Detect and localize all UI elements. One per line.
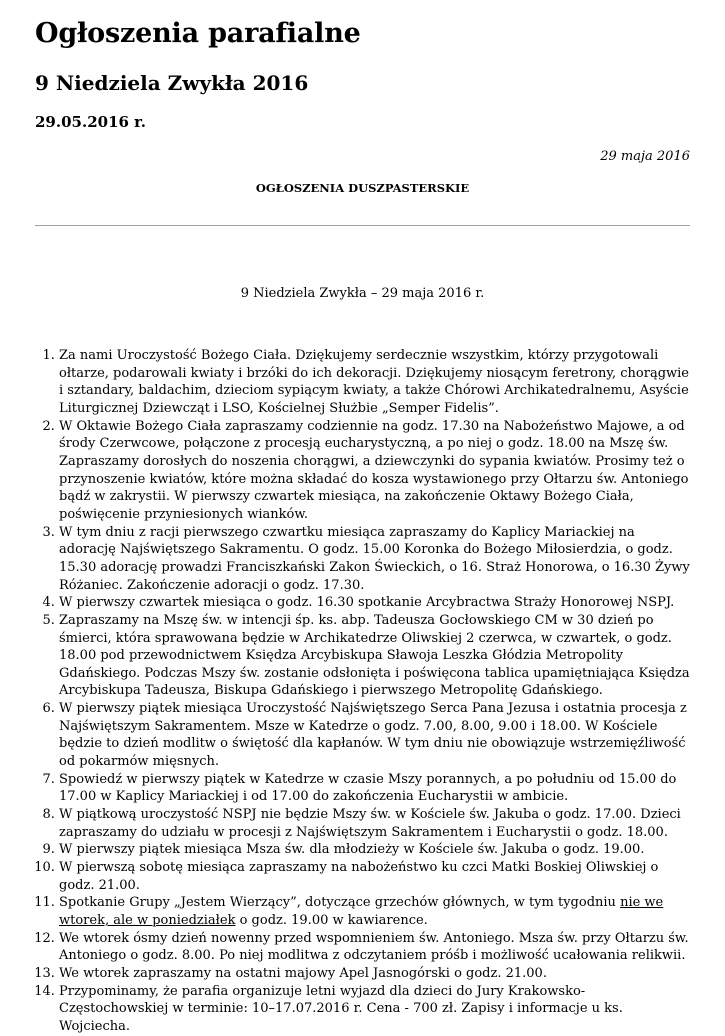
announcement-text: o godz. 19.00 w kawiarence. (235, 913, 428, 928)
page-subtitle: 9 Niedziela Zwykła 2016 (35, 71, 309, 95)
announcement-item: 1. Za nami Uroczystość Bożego Ciała. Dziękujemy serdecznie wszystkim, którzy przygotowali ołtarze, podarowali kwiaty i brzóki do ich dekoracji. Dziękujemy niosącym feretrony, chorągwie i sztandary, baldachim, dzieciom sypiącym kwiaty, a także Chórowi Archikatedralnemu, Asyście Liturgicznej Dziewcząt i LSO, Kościelnej Służbie „Semper Fidelis”. (59, 347, 693, 418)
announcement-item: 9. W pierwszy piątek miesiąca Msza św. dla młodzieży w Kościele św. Jakuba o godz. 19.00. (59, 841, 693, 859)
underlined-emphasis: nie we wtorek, ale w poniedziałek (59, 895, 664, 928)
section-heading: OGŁOSZENIA DUSZPASTERSKIE (255, 181, 470, 195)
announcement-item: 8. W piątkową uroczystość NSPJ nie będzie Mszy św. w Kościele św. Jakuba o godz. 17.00. Dzieci zapraszamy do udziału w procesji z Najświętszym Sakramentem i Eucharystii o godz. 18.00. (59, 806, 693, 841)
page-title: Ogłoszenia parafialne (35, 18, 361, 49)
announcement-item: 5. Zapraszamy na Mszę św. w intencji śp. ks. abp. Tadeusza Gocłowskiego CM w 30 dzień po śmierci, która sprawowana będzie w Archikatedrze Oliwskiej 2 czerwca, w czwartek, o godz. 18.00 pod przewodnictwem Księdza Arcybiskupa Sławoja Leszka Głódzia Metropolity Gdańskiego. Podczas Mszy św. zostanie odsłonięta i poświęcona tablica upamiętniająca Księdza Arcybiskupa Tadeusza, Biskupa Gdańskiego i pierwszego Metropolitę Gdańskiego. (59, 612, 693, 700)
horizontal-divider (35, 225, 690, 226)
announcement-item: 4. W pierwszy czwartek miesiąca o godz. 16.30 spotkanie Arcybractwa Straży Honorowej NSPJ. (59, 594, 693, 612)
document-date: 29.05.2016 r. (35, 113, 146, 131)
intro-line: 9 Niedziela Zwykła – 29 maja 2016 r. (240, 286, 485, 301)
publication-date: 29 maja 2016 (600, 149, 690, 164)
announcement-item: 14. Przypominamy, że parafia organizuje letni wyjazd dla dzieci do Jury Krakowsko-Częstochowskiej w terminie: 10–17.07.2016 r. Cena - 700 zł. Zapisy i informacje u ks. Wojciecha. (59, 983, 693, 1036)
announcement-item: 10. W pierwszą sobotę miesiąca zapraszamy na nabożeństwo ku czci Matki Boskiej Oliwskiej o godz. 21.00. (59, 859, 693, 894)
announcement-item: 12. We wtorek ósmy dzień nowenny przed wspomnieniem św. Antoniego. Msza św. przy Ołtarzu św. Antoniego o godz. 8.00. Po niej modlitwa z odczytaniem próśb i możliwość ucałowania relikwii. (59, 930, 693, 965)
announcements-list (35, 347, 693, 1036)
announcement-text: Spotkanie Grupy „Jestem Wierzący”, dotyczące grzechów głównych, w tym tygodniu (59, 895, 621, 911)
announcement-item: 2. W Oktawie Bożego Ciała zapraszamy codziennie na godz. 17.30 na Nabożeństwo Majowe, a od środy Czerwcowe, połączone z procesją eucharystyczną, a po niej o godz. 18.00 na Mszę św. Zapraszamy dorosłych do noszenia chorągwi, a dziewczynki do sypania kwiatów. Prosimy też o przynoszenie kwiatów, które można składać do kosza wystawionego przy Ołtarzu św. Antoniego bądź w zakrystii. W pierwszy czwartek miesiąca, na zakończenie Oktawy Bożego Ciała, poświęcenie przyniesionych wianków. (59, 418, 693, 524)
announcement-item: 13. We wtorek zapraszamy na ostatni majowy Apel Jasnogórski o godz. 21.00. (59, 965, 693, 983)
announcement-item (59, 894, 693, 929)
announcement-item: 3. W tym dniu z racji pierwszego czwartku miesiąca zapraszamy do Kaplicy Mariackiej na adorację Najświętszego Sakramentu. O godz. 15.00 Koronka do Bożego Miłosierdzia, o godz. 15.30 adorację prowadzi Franciszkański Zakon Świeckich, o 16. Straż Honorowa, o 16.30 Żywy Różaniec. Zakończenie adoracji o godz. 17.30. (59, 524, 693, 595)
announcement-item: 6. W pierwszy piątek miesiąca Uroczystość Najświętszego Serca Pana Jezusa i ostatnia procesja z Najświętszym Sakramentem. Msze w Katedrze o godz. 7.00, 8.00, 9.00 i 18.00. W Kościele będzie to dzień modlitw o świętość dla kapłanów. W tym dniu nie obowiązuje wstrzemięźliwość od pokarmów mięsnych. (59, 700, 693, 771)
announcement-item: 7. Spowiedź w pierwszy piątek w Katedrze w czasie Mszy porannych, a po południu od 15.00 do 17.00 w Kaplicy Mariackiej i od 17.00 do zakończenia Eucharystii w ambicie. (59, 771, 693, 806)
